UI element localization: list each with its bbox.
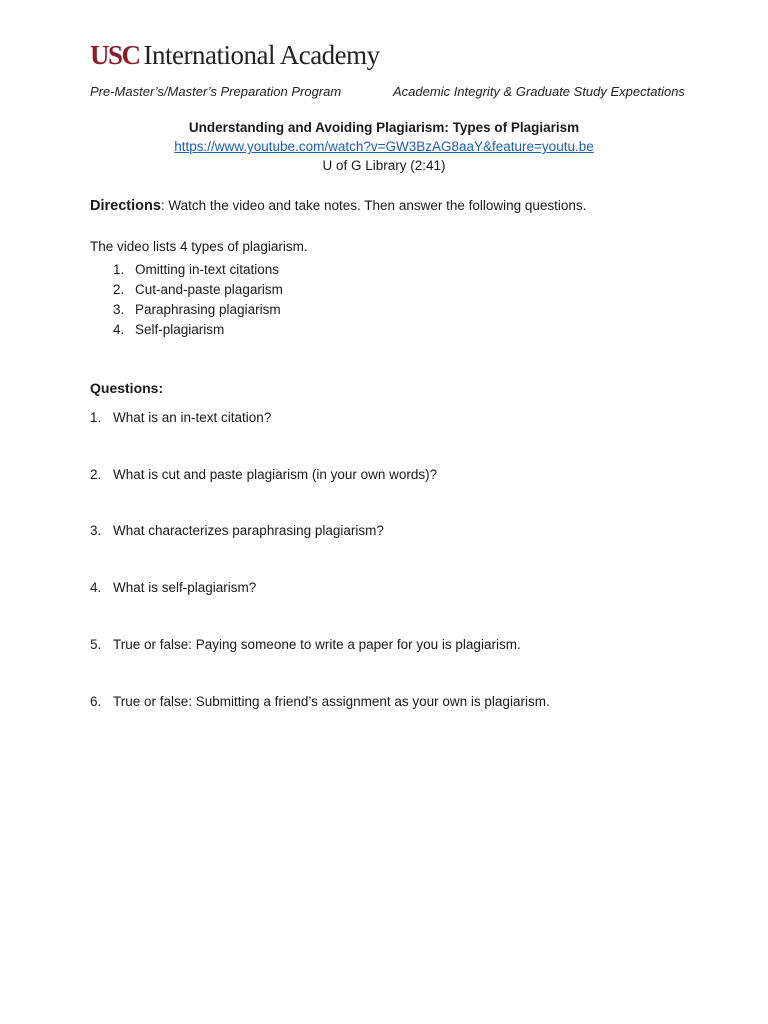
types-intro: The video lists 4 types of plagiarism. [90,239,308,254]
list-item [113,300,283,320]
directions [90,198,586,214]
question-number: 6. [90,694,102,709]
question-text: What characterizes paraphrasing plagiarism? [113,523,384,538]
list-item-text: Cut-and-paste plagarism [135,282,283,297]
questions-heading: Questions: [90,380,164,396]
list-item-text: Paraphrasing plagiarism [135,302,281,317]
question-text: True or false: Paying someone to write a paper for you is plagiarism. [113,637,521,652]
list-item-number: 2. [113,282,125,297]
list-item-number: 1. [113,262,125,277]
question-text: What is cut and paste plagiarism (in your own words)? [113,467,438,482]
video-link[interactable]: https://www.youtube.com/watch?v=GW3BzAG8aaY&feature=youtu.be [174,139,594,154]
question-number: 1. [90,410,102,425]
list-item-number: 4. [113,322,125,337]
logo-text: International Academy [143,40,380,70]
question-number: 3. [90,523,102,538]
question-text: What is self-plagiarism? [113,580,257,595]
list-item [113,320,283,340]
list-item-number: 3. [113,302,125,317]
question-text: True or false: Submitting a friend’s assignment as your own is plagiarism. [113,694,550,709]
question-number: 5. [90,637,102,652]
plagiarism-types-list [113,260,283,340]
list-item [113,280,283,300]
list-item-text: Self-plagiarism [135,322,225,337]
list-item-text: Omitting in-text citations [135,262,280,277]
question-number: 4. [90,580,102,595]
course-name: Academic Integrity & Graduate Study Expectations [393,84,685,99]
directions-label: Directions [90,198,161,214]
question-text: What is an in-text citation? [113,410,272,425]
program-name: Pre-Master’s/Master’s Preparation Program [90,84,342,99]
question-number: 2. [90,467,102,482]
usc-international-academy-logo [90,40,380,71]
list-item [113,260,283,280]
video-source: U of G Library (2:41) [322,158,446,173]
document-title: Understanding and Avoiding Plagiarism: Types of Plagiarism [188,120,580,135]
directions-text: : Watch the video and take notes. Then answer the following questions. [160,198,587,213]
logo-usc: USC [90,40,140,70]
